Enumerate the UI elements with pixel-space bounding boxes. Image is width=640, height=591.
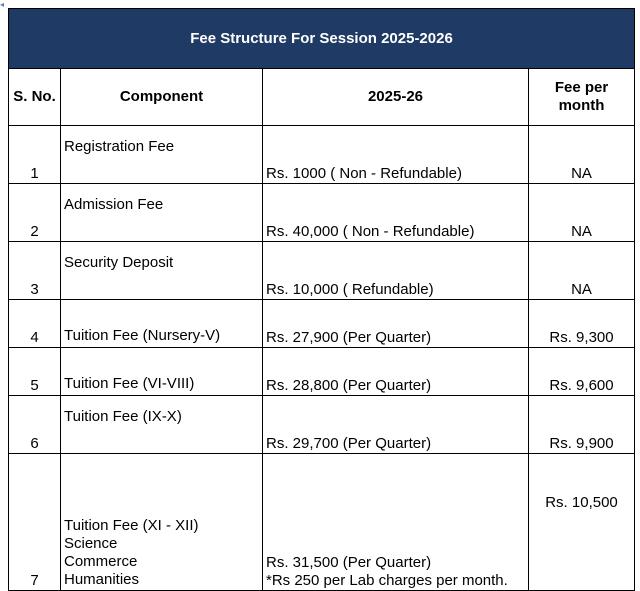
row-sno: 2 <box>9 184 61 242</box>
table-row <box>9 242 635 300</box>
row-fee: Rs. 28,800 (Per Quarter) <box>263 348 529 396</box>
row-monthly-fee: Rs. 9,900 <box>529 396 635 454</box>
row-monthly-fee: Rs. 10,500 <box>529 454 635 591</box>
row-monthly-fee: NA <box>529 126 635 184</box>
component-line: Humanities <box>64 571 140 588</box>
header-year: 2025-26 <box>263 69 529 126</box>
row-monthly-fee: NA <box>529 184 635 242</box>
fee-table-frame <box>8 8 634 589</box>
table-title: Fee Structure For Session 2025-2026 <box>9 9 635 69</box>
table-row <box>9 348 635 396</box>
component-line: Tuition Fee (XI - XII) <box>64 517 199 534</box>
component-line: Commerce <box>64 553 138 570</box>
row-component: Tuition Fee (Nursery-V) <box>61 300 263 348</box>
fee-note: *Rs 250 per Lab charges per month. <box>266 572 508 589</box>
fee-structure-table <box>8 8 635 591</box>
table-row <box>9 126 635 184</box>
corner-handle-icon: ◂ <box>0 0 5 9</box>
table-row <box>9 300 635 348</box>
table-row <box>9 184 635 242</box>
row-sno: 6 <box>9 396 61 454</box>
header-fee-per-month: Fee per month <box>529 69 635 126</box>
header-component: Component <box>61 69 263 126</box>
row-monthly-fee: Rs. 9,300 <box>529 300 635 348</box>
row-sno: 4 <box>9 300 61 348</box>
row-component: Admission Fee <box>61 184 263 242</box>
row-component: Tuition Fee (VI-VIII) <box>61 348 263 396</box>
row-fee <box>263 454 529 591</box>
fee-line: Rs. 31,500 (Per Quarter) <box>266 554 432 571</box>
row-fee: Rs. 27,900 (Per Quarter) <box>263 300 529 348</box>
component-line: Science <box>64 535 118 552</box>
header-sno: S. No. <box>9 69 61 126</box>
row-monthly-fee: NA <box>529 242 635 300</box>
row-fee: Rs. 40,000 ( Non - Refundable) <box>263 184 529 242</box>
row-sno: 1 <box>9 126 61 184</box>
row-component: Tuition Fee (IX-X) <box>61 396 263 454</box>
table-row <box>9 454 635 591</box>
title-row <box>9 9 635 69</box>
row-fee: Rs. 10,000 ( Refundable) <box>263 242 529 300</box>
table-row <box>9 396 635 454</box>
row-sno: 3 <box>9 242 61 300</box>
row-component: Security Deposit <box>61 242 263 300</box>
row-component: Registration Fee <box>61 126 263 184</box>
row-fee: Rs. 1000 ( Non - Refundable) <box>263 126 529 184</box>
row-sno: 5 <box>9 348 61 396</box>
row-fee: Rs. 29,700 (Per Quarter) <box>263 396 529 454</box>
header-row <box>9 69 635 126</box>
row-component <box>61 454 263 591</box>
row-sno: 7 <box>9 454 61 591</box>
row-monthly-fee: Rs. 9,600 <box>529 348 635 396</box>
